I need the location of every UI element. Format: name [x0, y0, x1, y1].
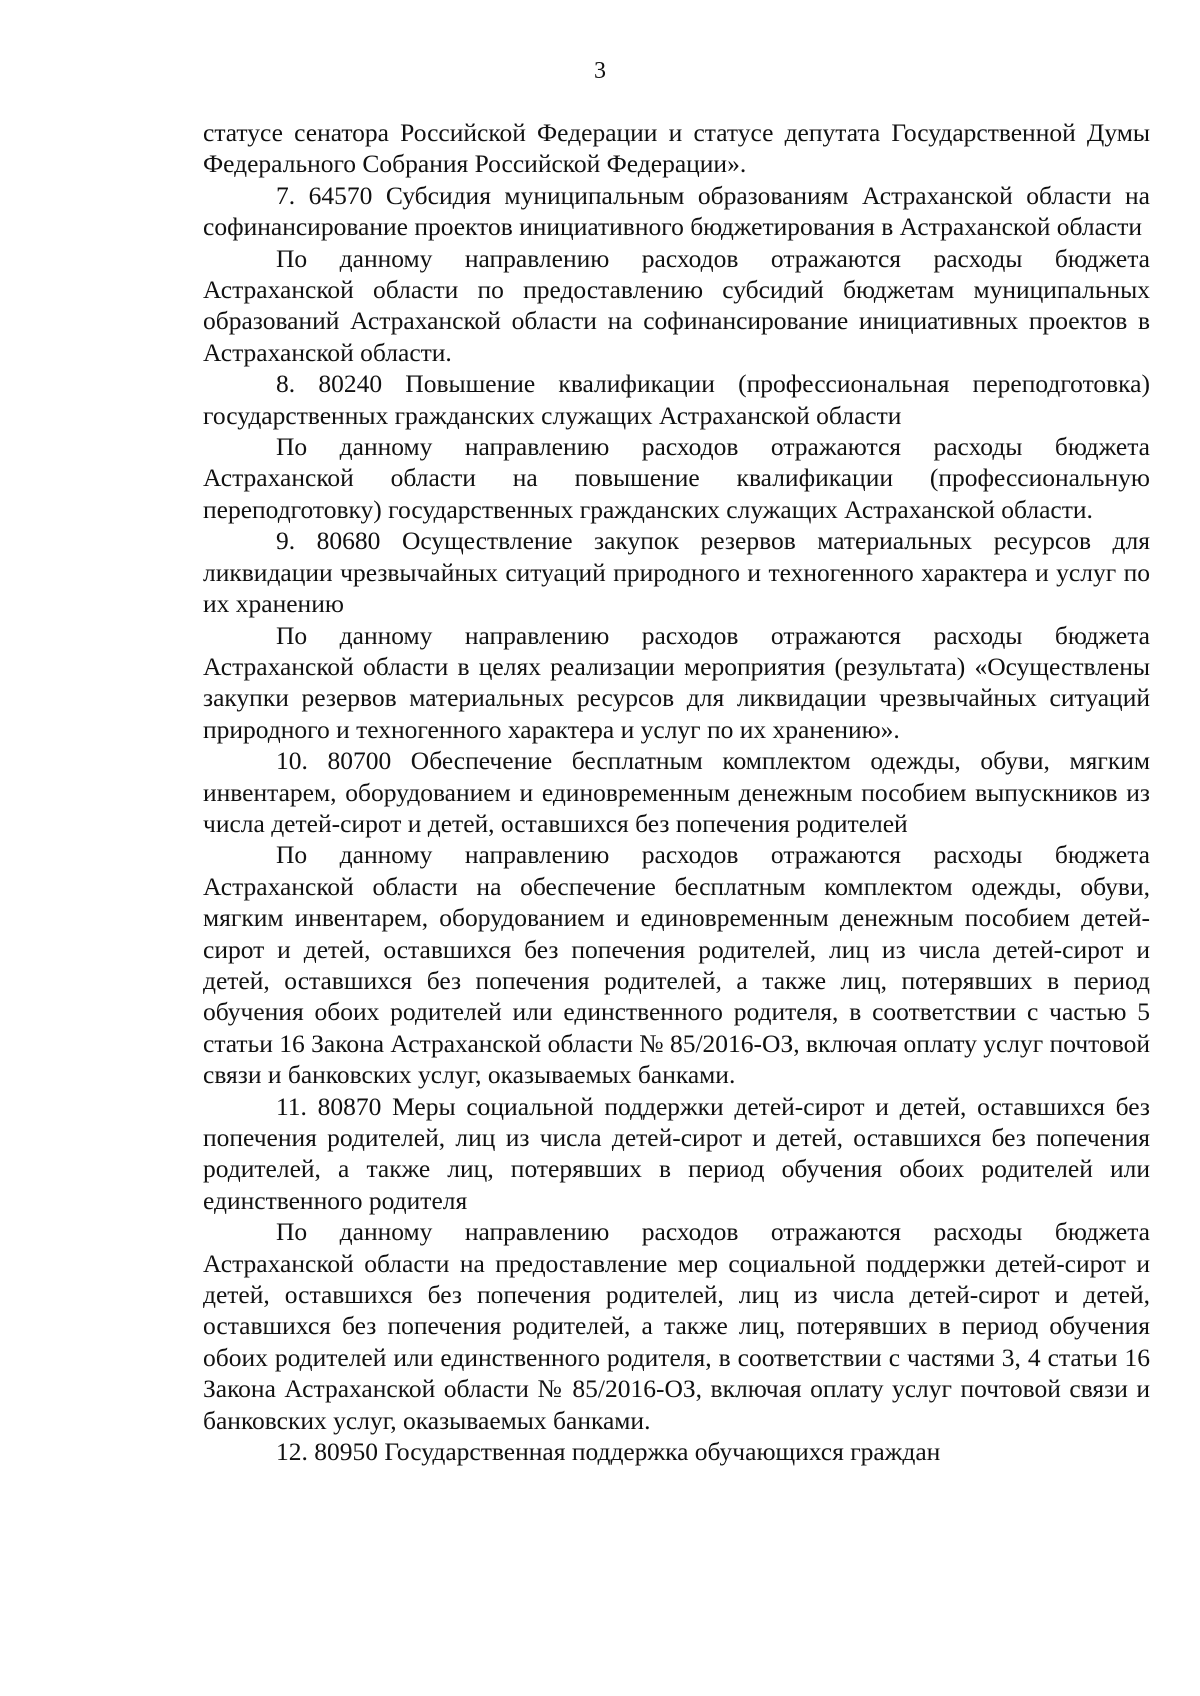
- item-11-heading: 11. 80870 Меры социальной поддержки детей-сирот и детей, оставшихся без попечения родителей, лиц из числа детей-сирот и детей, оставшихся без попечения родителей, а также лиц, потерявших в период обучения обоих родителей или единственного родителя: [203, 1091, 1150, 1215]
- item-9-heading: 9. 80680 Осуществление закупок резервов материальных ресурсов для ликвидации чрезвычайных ситуаций природного и техногенного характера и услуг по их хранению: [203, 526, 1150, 619]
- item-8-description: По данному направлению расходов отражаются расходы бюджета Астраханской области на повышение квалификации (профессиональную переподготовку) государственных гражданских служащих Астраханской области.: [203, 432, 1150, 524]
- item-9-description: По данному направлению расходов отражаются расходы бюджета Астраханской области в целях реализации мероприятия (результата) «Осуществлены закупки резервов материальных ресурсов для ликвидации чрезвычайных ситуаций природного и техногенного характера и услуг по их хранению».: [203, 620, 1150, 744]
- item-7-heading: 7. 64570 Субсидия муниципальным образованиям Астраханской области на софинансирование проектов инициативного бюджетирования в Астраханской области: [203, 180, 1150, 242]
- item-10-heading: 10. 80700 Обеспечение бесплатным комплектом одежды, обуви, мягким инвентарем, оборудованием и единовременным денежным пособием выпускников из числа детей-сирот и детей, оставшихся без попечения родителей: [203, 746, 1150, 838]
- item-10-description: По данному направлению расходов отражаются расходы бюджета Астраханской области на обеспечение бесплатным комплектом одежды, обуви, мягким инвентарем, оборудованием и единовременным денежным пособием детей-сирот и детей, оставшихся без попечения родителей, лиц из числа детей-сирот и детей, оставшихся без попечения родителей, а также лиц, потерявших в период обучения обоих родителей или единственного родителя, в соответствии с частью 5 статьи 16 Закона Астраханской области № 85/2016-ОЗ, включая оплату услуг почтовой связи и банковских услуг, оказываемых банками.: [203, 840, 1150, 1090]
- item-7-description: По данному направлению расходов отражаются расходы бюджета Астраханской области по предоставлению субсидий бюджетам муниципальных образований Астраханской области на софинансирование инициативных проектов в Астраханской области.: [203, 243, 1150, 367]
- item-8-heading: 8. 80240 Повышение квалификации (профессиональная переподготовка) государственных гражданских служащих Астраханской области: [203, 369, 1150, 430]
- page-number: 3: [594, 58, 606, 84]
- item-11-description: По данному направлению расходов отражаются расходы бюджета Астраханской области на предоставление мер социальной поддержки детей-сирот и детей, оставшихся без попечения родителей, лиц из числа детей-сирот и детей, оставшихся без попечения родителей, а также лиц, потерявших в период обучения обоих родителей или единственного родителя, в соответствии с частями 3, 4 статьи 16 Закона Астраханской области № 85/2016-ОЗ, включая оплату услуг почтовой связи и банковских услуг, оказываемых банками.: [203, 1217, 1150, 1435]
- document-body: [203, 117, 1150, 1467]
- item-12-heading: 12. 80950 Государственная поддержка обучающихся граждан: [276, 1437, 941, 1467]
- paragraph-continuation: статусе сенатора Российской Федерации и статусе депутата Государственной Думы Федерального Собрания Российской Федерации».: [203, 118, 1150, 179]
